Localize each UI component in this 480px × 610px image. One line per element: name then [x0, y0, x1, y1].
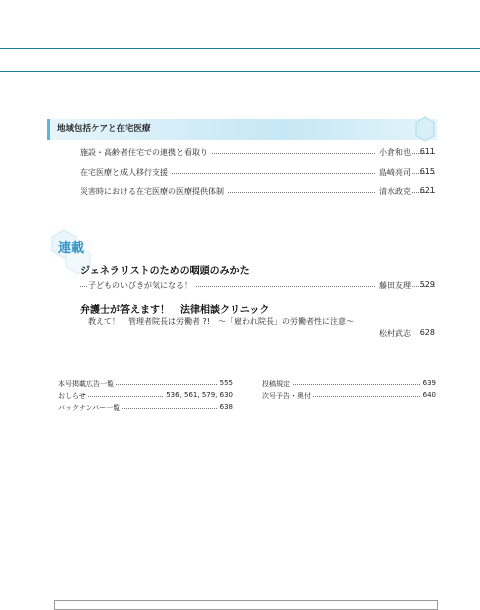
misc-entry-page: 638: [219, 403, 233, 411]
toc-entry-page: 529: [419, 280, 435, 289]
toc-entry-title: 災害時における在宅医療の医療提供体制: [80, 186, 227, 197]
top-rule: [0, 48, 480, 49]
toc-entry-author: 松村武志: [379, 329, 411, 338]
serial-heading: 弁護士が答えます！ 法律相談クリニック: [80, 305, 270, 316]
toc-entry[interactable]: [80, 280, 435, 292]
misc-entry-label: 本号掲載広告一覧: [58, 380, 114, 388]
serial-subtitle: 教えて！ 管理者院長は労働者 ?! 〜「雇われ院長」の労働者性に注意〜: [88, 317, 354, 326]
misc-entry-page: 536, 561, 579, 630: [166, 391, 233, 399]
toc-entry-title: 子どものいびきが気になる！: [88, 280, 195, 291]
serial-label: 連載: [58, 241, 85, 256]
toc-entry[interactable]: [80, 186, 435, 198]
misc-entry-label: バックナンバー一覧: [58, 404, 121, 412]
toc-entry-author: 藤田友理: [376, 280, 411, 291]
top-rule-2: [0, 71, 480, 72]
hexagon-decoration-icon: [415, 116, 435, 142]
misc-entry[interactable]: [58, 403, 233, 413]
misc-entry-page: 640: [422, 391, 436, 399]
toc-entry[interactable]: [80, 328, 435, 340]
bottom-frame: [54, 600, 438, 610]
toc-entry-title: 在宅医療と成人移行支援: [80, 167, 171, 178]
section-header-bar: [47, 119, 437, 140]
toc-entry-page: 628: [419, 328, 435, 337]
toc-entry-title: 施設・高齢者住宅での連携と看取り: [80, 147, 211, 158]
misc-entry[interactable]: [58, 391, 233, 401]
misc-entry-label: おしらせ: [58, 392, 86, 400]
toc-entry-author: 清水政克: [376, 186, 411, 197]
toc-entry-page: 611: [419, 147, 435, 156]
misc-entry-label: 次号予告・奥付: [262, 392, 311, 400]
misc-entry[interactable]: [58, 379, 233, 389]
toc-entry-author: 小倉和也: [376, 147, 411, 158]
toc-entry-author: 島崎亮司: [376, 167, 411, 178]
misc-entry[interactable]: [262, 379, 436, 389]
toc-entry-page: 621: [419, 186, 435, 195]
serial-heading: ジェネラリストのための咽頭のみかた: [80, 266, 250, 277]
toc-entry[interactable]: [80, 147, 435, 159]
toc-entry[interactable]: [80, 167, 435, 179]
misc-entry[interactable]: [262, 391, 436, 401]
section-title: 地域包括ケアと在宅医療: [57, 124, 151, 134]
misc-entry-page: 639: [422, 379, 436, 387]
misc-entry-label: 投稿規定: [262, 380, 290, 388]
misc-entry-page: 555: [219, 379, 233, 387]
toc-entry-page: 615: [419, 167, 435, 176]
